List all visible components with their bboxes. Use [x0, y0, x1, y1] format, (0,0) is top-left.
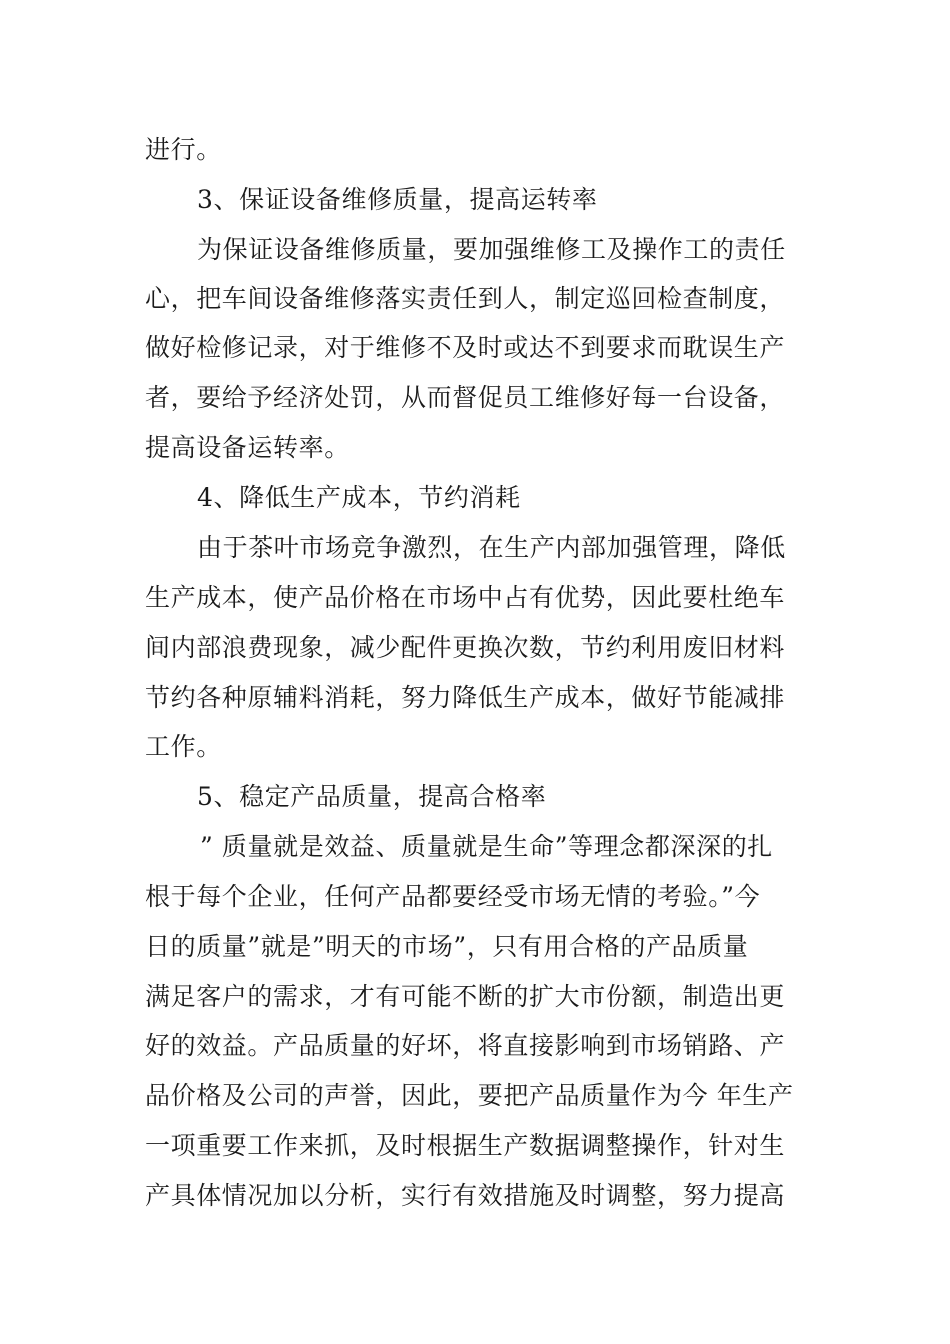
section-heading: 4、降低生产成本，节约消耗	[197, 483, 521, 512]
paragraph-line: 为保证设备维修质量，要加强维修工及操作工的责任	[197, 235, 786, 264]
paragraph-line: 好的效益。产品质量的好坏，将直接影响到市场销路、产	[145, 1031, 786, 1060]
paragraph-line: 间内部浪费现象，减少配件更换次数，节约利用废旧材料	[145, 633, 786, 662]
paragraph-line: ” 质量就是效益、质量就是生命”等理念都深深的扎	[200, 832, 773, 861]
paragraph-line: 心，把车间设备维修落实责任到人，制定巡回检查制度，	[145, 284, 786, 313]
paragraph-line: 由于茶叶市场竞争激烈，在生产内部加强管理，降低	[197, 533, 786, 562]
paragraph-line: 节约各种原辅料消耗，努力降低生产成本，做好节能减排	[145, 683, 786, 712]
paragraph-line: 根于每个企业，任何产品都要经受市场无情的考验。”今	[145, 882, 761, 911]
paragraph-line: 工作。	[145, 732, 222, 761]
paragraph-line: 产具体情况加以分析，实行有效措施及时调整，努力提高	[145, 1181, 786, 1210]
paragraph-line: 者，要给予经济处罚，从而督促员工维修好每一台设备，	[145, 383, 786, 412]
paragraph-line: 进行。	[145, 135, 222, 164]
paragraph-line: 一项重要工作来抓，及时根据生产数据调整操作，针对生	[145, 1131, 786, 1160]
paragraph-line: 生产成本，使产品价格在市场中占有优势，因此要杜绝车	[145, 583, 786, 612]
paragraph-line: 品价格及公司的声誉，因此，要把产品质量作为今 年生产	[145, 1081, 794, 1110]
paragraph-line: 日的质量”就是”明天的市场”，只有用合格的产品质量	[145, 932, 749, 961]
section-heading: 3、保证设备维修质量，提高运转率	[197, 185, 598, 214]
paragraph-line: 提高设备运转率。	[145, 433, 350, 462]
paragraph-line: 做好检修记录，对于维修不及时或达不到要求而耽误生产	[145, 333, 786, 362]
section-heading: 5、稳定产品质量，提高合格率	[197, 782, 547, 811]
paragraph-line: 满足客户的需求，才有可能不断的扩大市份额，制造出更	[145, 982, 786, 1011]
